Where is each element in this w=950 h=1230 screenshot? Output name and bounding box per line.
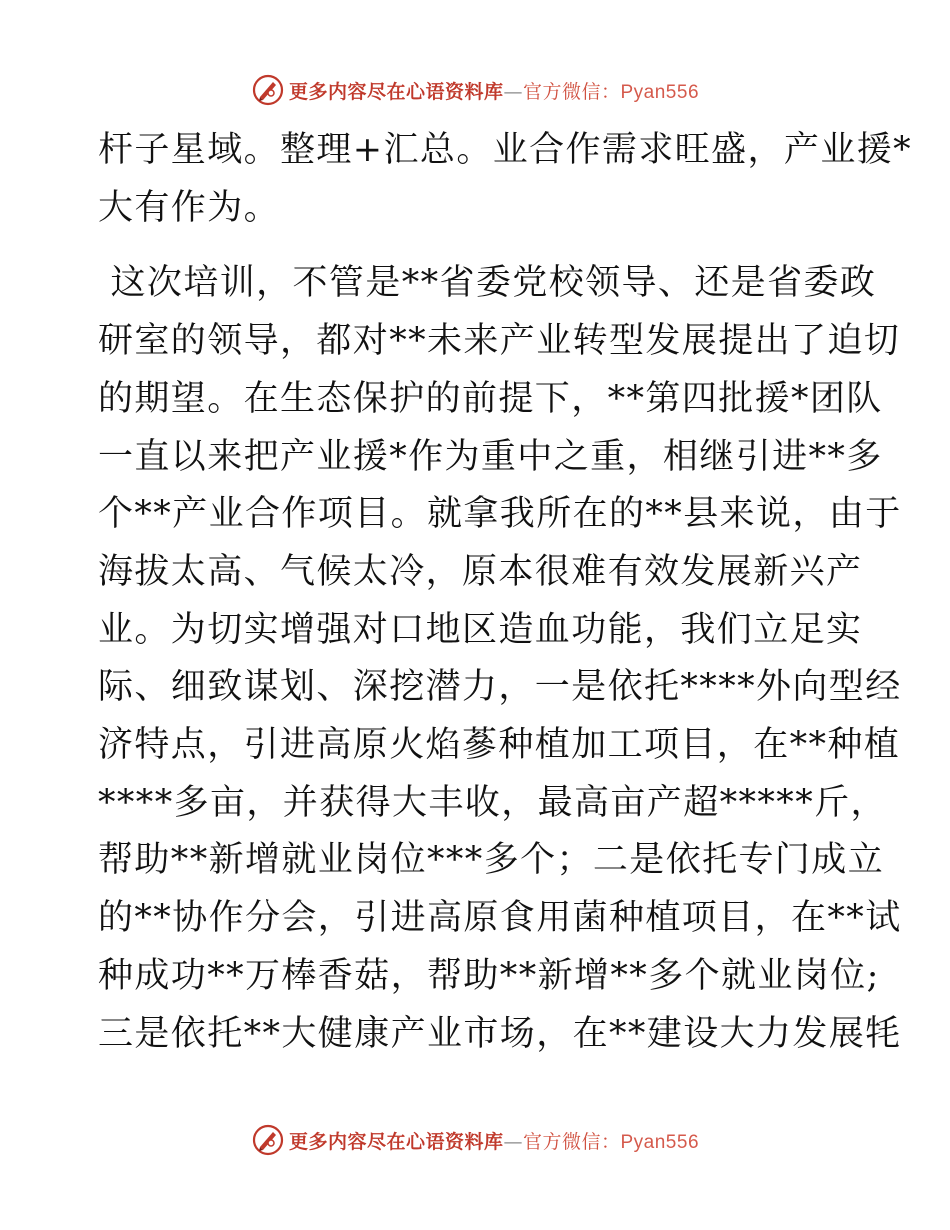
text-line: 海拔太高、气候太冷，原本很难有效发展新兴产 — [98, 551, 863, 592]
watermark-wechat-label: 官方微信： — [522, 80, 621, 103]
watermark-text — [289, 1127, 699, 1154]
text-line: 业。为切实增强对口地区造血功能，我们立足实 — [98, 609, 863, 650]
text-line: 际、细致谋划、深挖潜力，一是依托****外向型经 — [98, 667, 902, 708]
document-body — [98, 122, 913, 1063]
watermark-text — [289, 77, 699, 104]
watermark-wechat-id: Pyan556 — [620, 1131, 700, 1153]
pen-logo-icon — [251, 73, 285, 107]
text-line: 这次培训，不管是**省委党校领导、还是省委政 — [98, 263, 877, 304]
text-line: 大有作为。 — [98, 187, 281, 228]
watermark-wechat-label: 官方微信： — [522, 1130, 621, 1153]
watermark-dash: — — [503, 80, 523, 103]
text-line: ****多亩，并获得大丰收，最高亩产超*****斤， — [98, 782, 887, 823]
text-line: 研室的领导，都对**未来产业转型发展提出了迫切 — [98, 321, 901, 362]
text-line: 济特点，引进高原火焰蔘种植加工项目，在**种植 — [98, 725, 901, 766]
text-line: 一直以来把产业援*作为重中之重，相继引进**多 — [98, 436, 883, 477]
header-watermark — [0, 70, 950, 110]
text-line: 种成功**万棒香菇，帮助**新增**多个就业岗位; — [98, 955, 880, 996]
pen-logo-icon — [251, 1123, 285, 1157]
text-line: 的期望。在生态保护的前提下，**第四批援*团队 — [98, 378, 883, 419]
text-line: 个**产业合作项目。就拿我所在的**县来说，由于 — [98, 494, 902, 535]
text-line: 杆子星域。整理+汇总。业合作需求旺盛，产业援* — [98, 130, 913, 170]
watermark-dash: — — [503, 1130, 523, 1153]
text-line: 三是依托**大健康产业市场，在**建设大力发展牦 — [98, 1013, 902, 1054]
text-line: 帮助**新增就业岗位***多个；二是依托专门成立 — [98, 840, 885, 881]
text-line: 的**协作分会，引进高原食用菌种植项目，在**试 — [98, 898, 902, 939]
paragraph-2 — [98, 255, 902, 1063]
footer-watermark — [0, 1120, 950, 1160]
watermark-site-name: 更多内容尽在心语资料库 — [288, 1130, 504, 1153]
watermark-wechat-id: Pyan556 — [620, 81, 700, 103]
paragraph-1 — [98, 122, 913, 237]
watermark-site-name: 更多内容尽在心语资料库 — [288, 80, 504, 103]
